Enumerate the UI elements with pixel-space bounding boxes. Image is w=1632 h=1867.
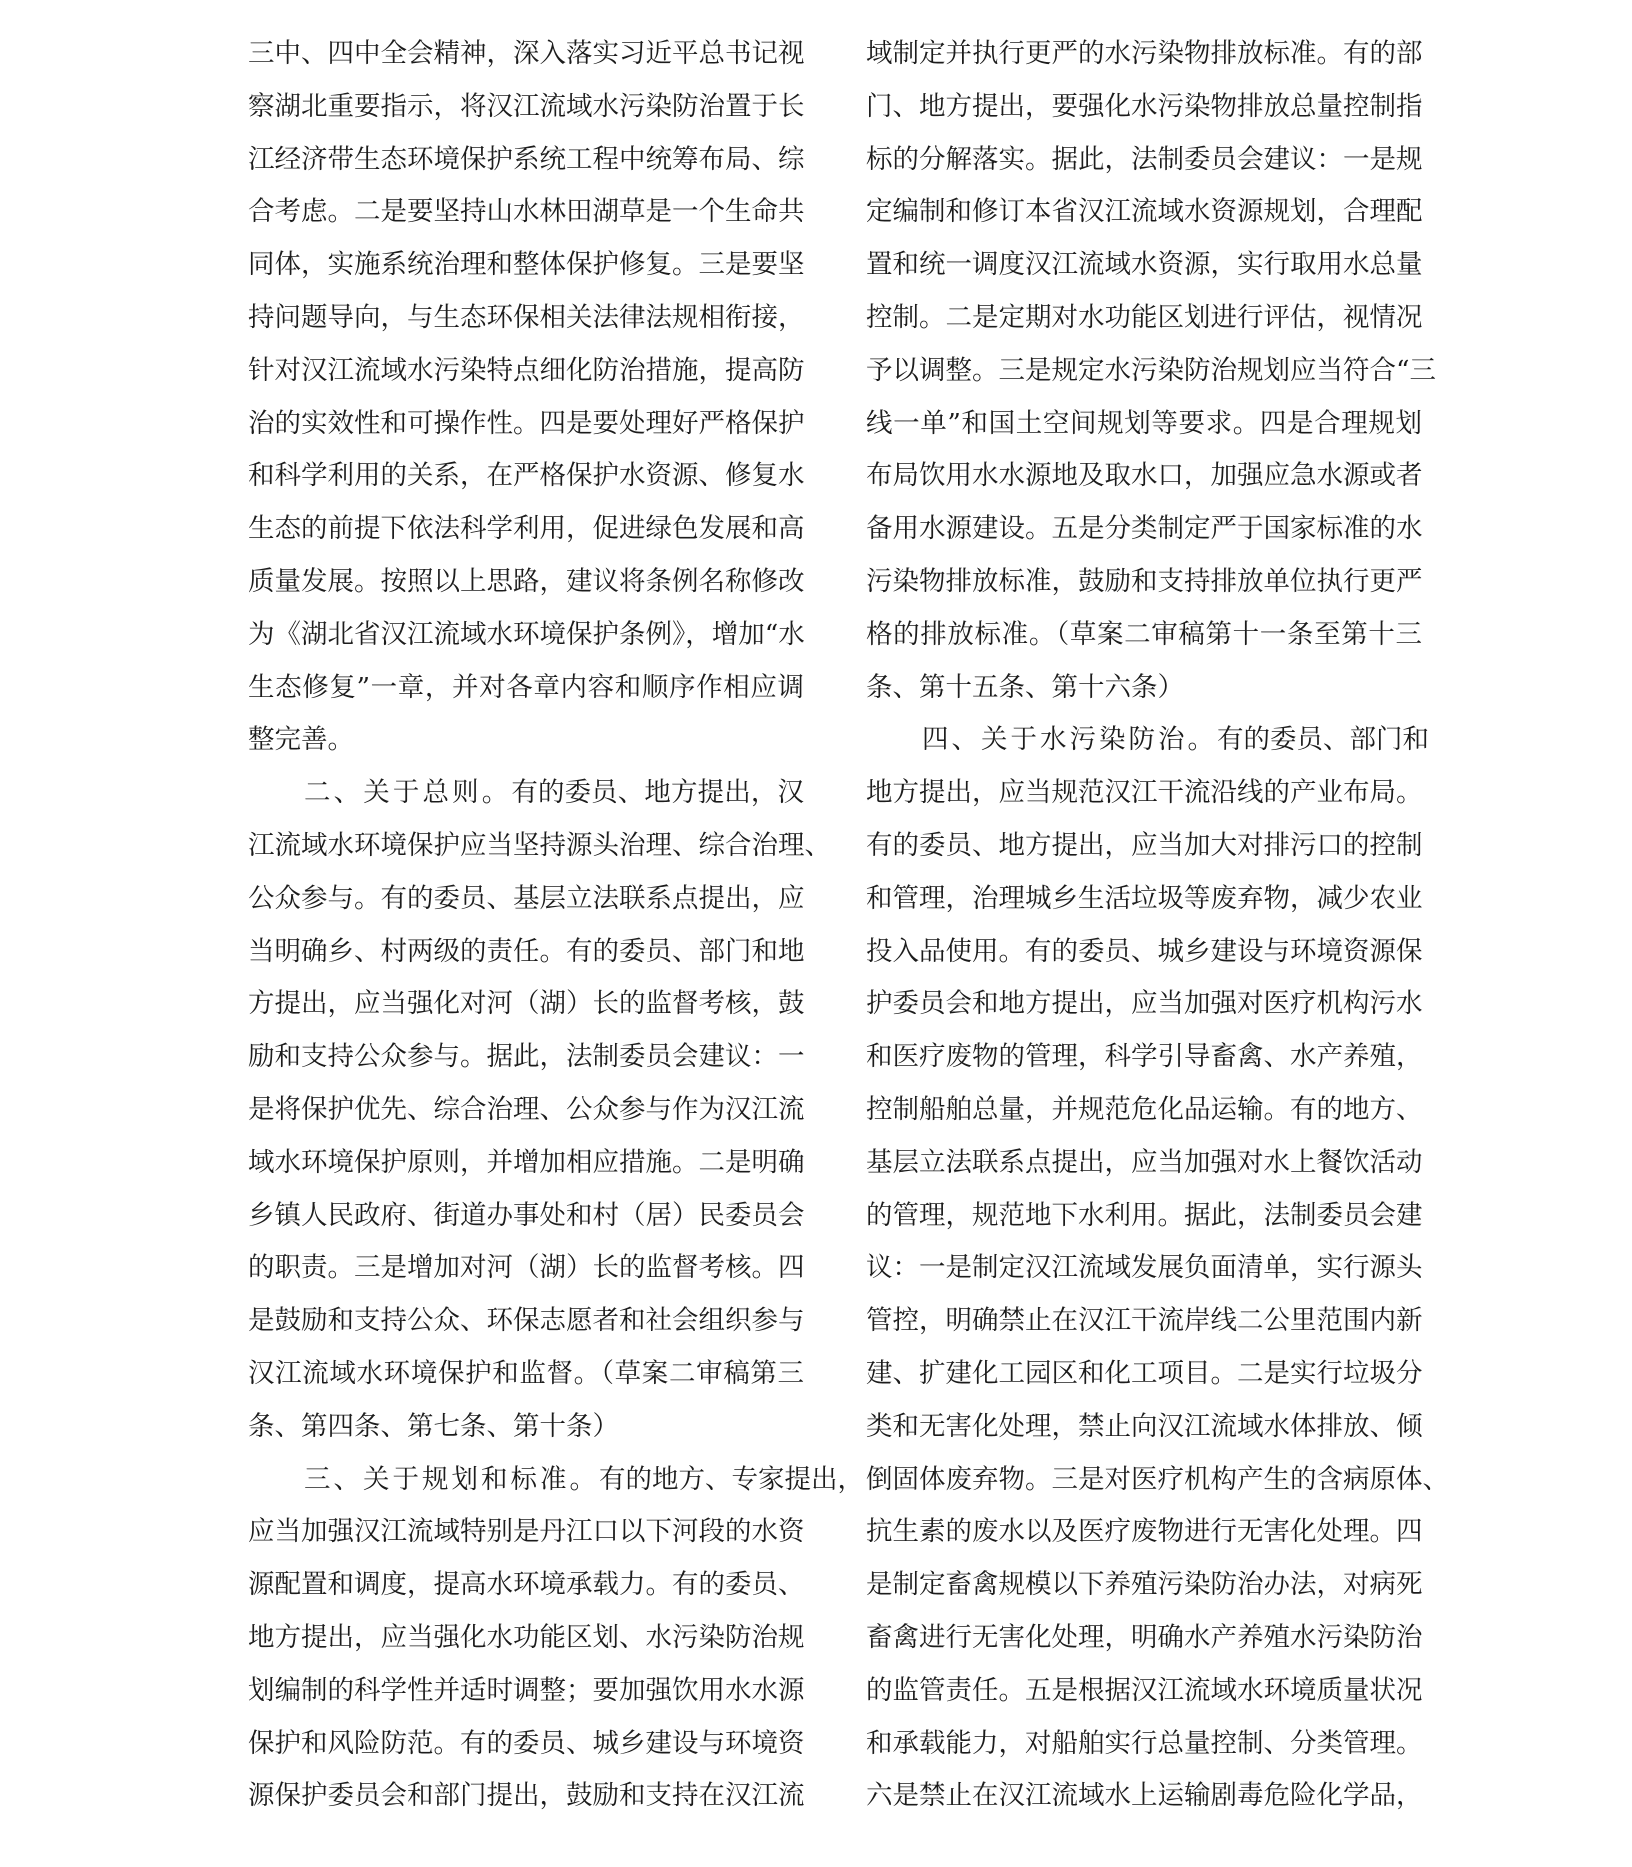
text-line: 条、第四条、第七条、第十条） <box>248 1410 619 1442</box>
text-line: 生态修复”一章，并对各章内容和顺序作相应调 <box>248 671 804 703</box>
text-line: 是将保护优先、综合治理、公众参与作为汉江流 <box>248 1093 805 1125</box>
paragraph-intro <box>248 28 804 767</box>
text-line: 察湖北重要指示，将汉江流域水污染防治置于长 <box>248 90 805 122</box>
section-first-line <box>248 767 804 820</box>
text-run: 有的委员、地方提出，汉 <box>511 777 805 809</box>
text-line: 源配置和调度，提高水环境承载力。有的委员、 <box>248 1569 805 1601</box>
text-line: 汉江流域水环境保护和监督。（草案二审稿第三 <box>248 1357 804 1389</box>
section-heading-water-pollution: 四、关于水污染防治。 <box>922 724 1217 756</box>
section-first-line <box>248 1454 864 1507</box>
text-line: 予以调整。三是规定水污染防治规划应当符合“三 <box>866 354 1437 386</box>
text-line: 针对汉江流域水污染特点细化防治措施，提高防 <box>248 354 805 386</box>
text-line: 保护和风险防范。有的委员、城乡建设与环境资 <box>248 1727 805 1759</box>
text-line: 地方提出，应当规范汉江干流沿线的产业布局。 <box>866 777 1423 809</box>
text-line: 六是禁止在汉江流域水上运输剧毒危险化学品， <box>866 1780 1423 1812</box>
text-line: 治的实效性和可操作性。四是要处理好严格保护 <box>248 407 805 439</box>
text-line: 源保护委员会和部门提出，鼓励和支持在汉江流 <box>248 1780 805 1812</box>
text-line: 线一单”和国土空间规划等要求。四是合理规划 <box>866 407 1422 439</box>
section-heading-general-provisions: 二、关于总则。 <box>304 777 512 809</box>
right-column <box>866 28 1449 1823</box>
text-line: 是制定畜禽规模以下养殖污染防治办法，对病死 <box>866 1569 1423 1601</box>
text-line: 控制船舶总量，并规范危化品运输。有的地方、 <box>866 1093 1423 1125</box>
text-line: 江流域水环境保护应当坚持源头治理、综合治理、 <box>248 829 831 861</box>
text-line: 为《湖北省汉江流域水环境保护条例》，增加“水 <box>248 618 805 650</box>
text-line: 和管理，治理城乡生活垃圾等废弃物，减少农业 <box>866 882 1423 914</box>
text-line: 持问题导向，与生态环保相关法律法规相衔接， <box>248 301 805 333</box>
text-line: 门、地方提出，要强化水污染物排放总量控制指 <box>866 90 1423 122</box>
text-line: 生态的前提下依法科学利用，促进绿色发展和高 <box>248 513 805 545</box>
text-line: 江经济带生态环境保护系统工程中统筹布局、综 <box>248 143 805 175</box>
text-line: 划编制的科学性并适时调整；要加强饮用水水源 <box>248 1674 805 1706</box>
text-line: 条、第十五条、第十六条） <box>866 671 1184 703</box>
text-run: 有的地方、专家提出， <box>599 1463 864 1495</box>
text-line: 布局饮用水水源地及取水口，加强应急水源或者 <box>866 460 1423 492</box>
text-line: 基层立法联系点提出，应当加强对水上餐饮活动 <box>866 1146 1423 1178</box>
text-line: 是鼓励和支持公众、环保志愿者和社会组织参与 <box>248 1305 805 1337</box>
paragraph-section-3-continued <box>866 28 1437 714</box>
text-line: 公众参与。有的委员、基层立法联系点提出，应 <box>248 882 805 914</box>
text-line: 和医疗废物的管理，科学引导畜禽、水产养殖， <box>866 1041 1423 1073</box>
section-first-line <box>866 714 1429 767</box>
text-line: 议：一是制定汉江流域发展负面清单，实行源头 <box>866 1252 1423 1284</box>
text-line: 控制。二是定期对水功能区划进行评估，视情况 <box>866 301 1423 333</box>
text-line: 域制定并执行更严的水污染物排放标准。有的部 <box>866 38 1423 69</box>
text-line: 励和支持公众参与。据此，法制委员会建议：一 <box>248 1041 805 1073</box>
paragraph-section-2 <box>248 767 831 1453</box>
text-line: 应当加强汉江流域特别是丹江口以下河段的水资 <box>248 1516 805 1548</box>
paragraph-section-4 <box>866 714 1449 1823</box>
text-line: 格的排放标准。（草案二审稿第十一条至第十三 <box>866 618 1422 650</box>
text-line: 倒固体废弃物。三是对医疗机构产生的含病原体、 <box>866 1463 1449 1495</box>
text-line: 有的委员、地方提出，应当加大对排污口的控制 <box>866 829 1423 861</box>
text-line: 置和统一调度汉江流域水资源，实行取用水总量 <box>866 249 1423 281</box>
text-line: 类和无害化处理，禁止向汉江流域水体排放、倾 <box>866 1410 1423 1442</box>
text-line: 和承载能力，对船舶实行总量控制、分类管理。 <box>866 1727 1423 1759</box>
text-line: 乡镇人民政府、街道办事处和村（居）民委员会 <box>248 1199 805 1231</box>
text-line: 域水环境保护原则，并增加相应措施。二是明确 <box>248 1146 805 1178</box>
text-line: 三中、四中全会精神，深入落实习近平总书记视 <box>248 38 805 69</box>
text-line: 的监管责任。五是根据汉江流域水环境质量状况 <box>866 1674 1423 1706</box>
text-line: 护委员会和地方提出，应当加强对医疗机构污水 <box>866 988 1423 1020</box>
text-line: 备用水源建设。五是分类制定严于国家标准的水 <box>866 513 1423 545</box>
text-line: 的职责。三是增加对河（湖）长的监督考核。四 <box>248 1252 805 1284</box>
text-line: 当明确乡、村两级的责任。有的委员、部门和地 <box>248 935 805 967</box>
text-line: 污染物排放标准，鼓励和支持排放单位执行更严 <box>866 565 1423 597</box>
paragraph-section-3 <box>248 1454 864 1824</box>
text-line: 方提出，应当强化对河（湖）长的监督考核，鼓 <box>248 988 805 1020</box>
text-line: 定编制和修订本省汉江流域水资源规划，合理配 <box>866 196 1423 228</box>
text-line: 管控，明确禁止在汉江干流岸线二公里范围内新 <box>866 1305 1423 1337</box>
text-line: 建、扩建化工园区和化工项目。二是实行垃圾分 <box>866 1357 1423 1389</box>
text-line: 投入品使用。有的委员、城乡建设与环境资源保 <box>866 935 1423 967</box>
section-heading-planning-standards: 三、关于规划和标准。 <box>304 1463 599 1495</box>
text-line: 抗生素的废水以及医疗废物进行无害化处理。四 <box>866 1516 1423 1548</box>
text-run: 有的委员、部门和 <box>1217 724 1429 756</box>
text-line: 地方提出，应当强化水功能区划、水污染防治规 <box>248 1621 805 1653</box>
text-line: 畜禽进行无害化处理，明确水产养殖水污染防治 <box>866 1621 1423 1653</box>
text-line: 标的分解落实。据此，法制委员会建议：一是规 <box>866 143 1423 175</box>
text-line: 合考虑。二是要坚持山水林田湖草是一个生命共 <box>248 196 805 228</box>
text-line: 同体，实施系统治理和整体保护修复。三是要坚 <box>248 249 805 281</box>
text-line: 质量发展。按照以上思路，建议将条例名称修改 <box>248 565 805 597</box>
text-line: 的管理，规范地下水利用。据此，法制委员会建 <box>866 1199 1423 1231</box>
text-line: 和科学利用的关系，在严格保护水资源、修复水 <box>248 460 805 492</box>
left-column <box>248 28 864 1823</box>
text-line: 整完善。 <box>248 724 354 756</box>
